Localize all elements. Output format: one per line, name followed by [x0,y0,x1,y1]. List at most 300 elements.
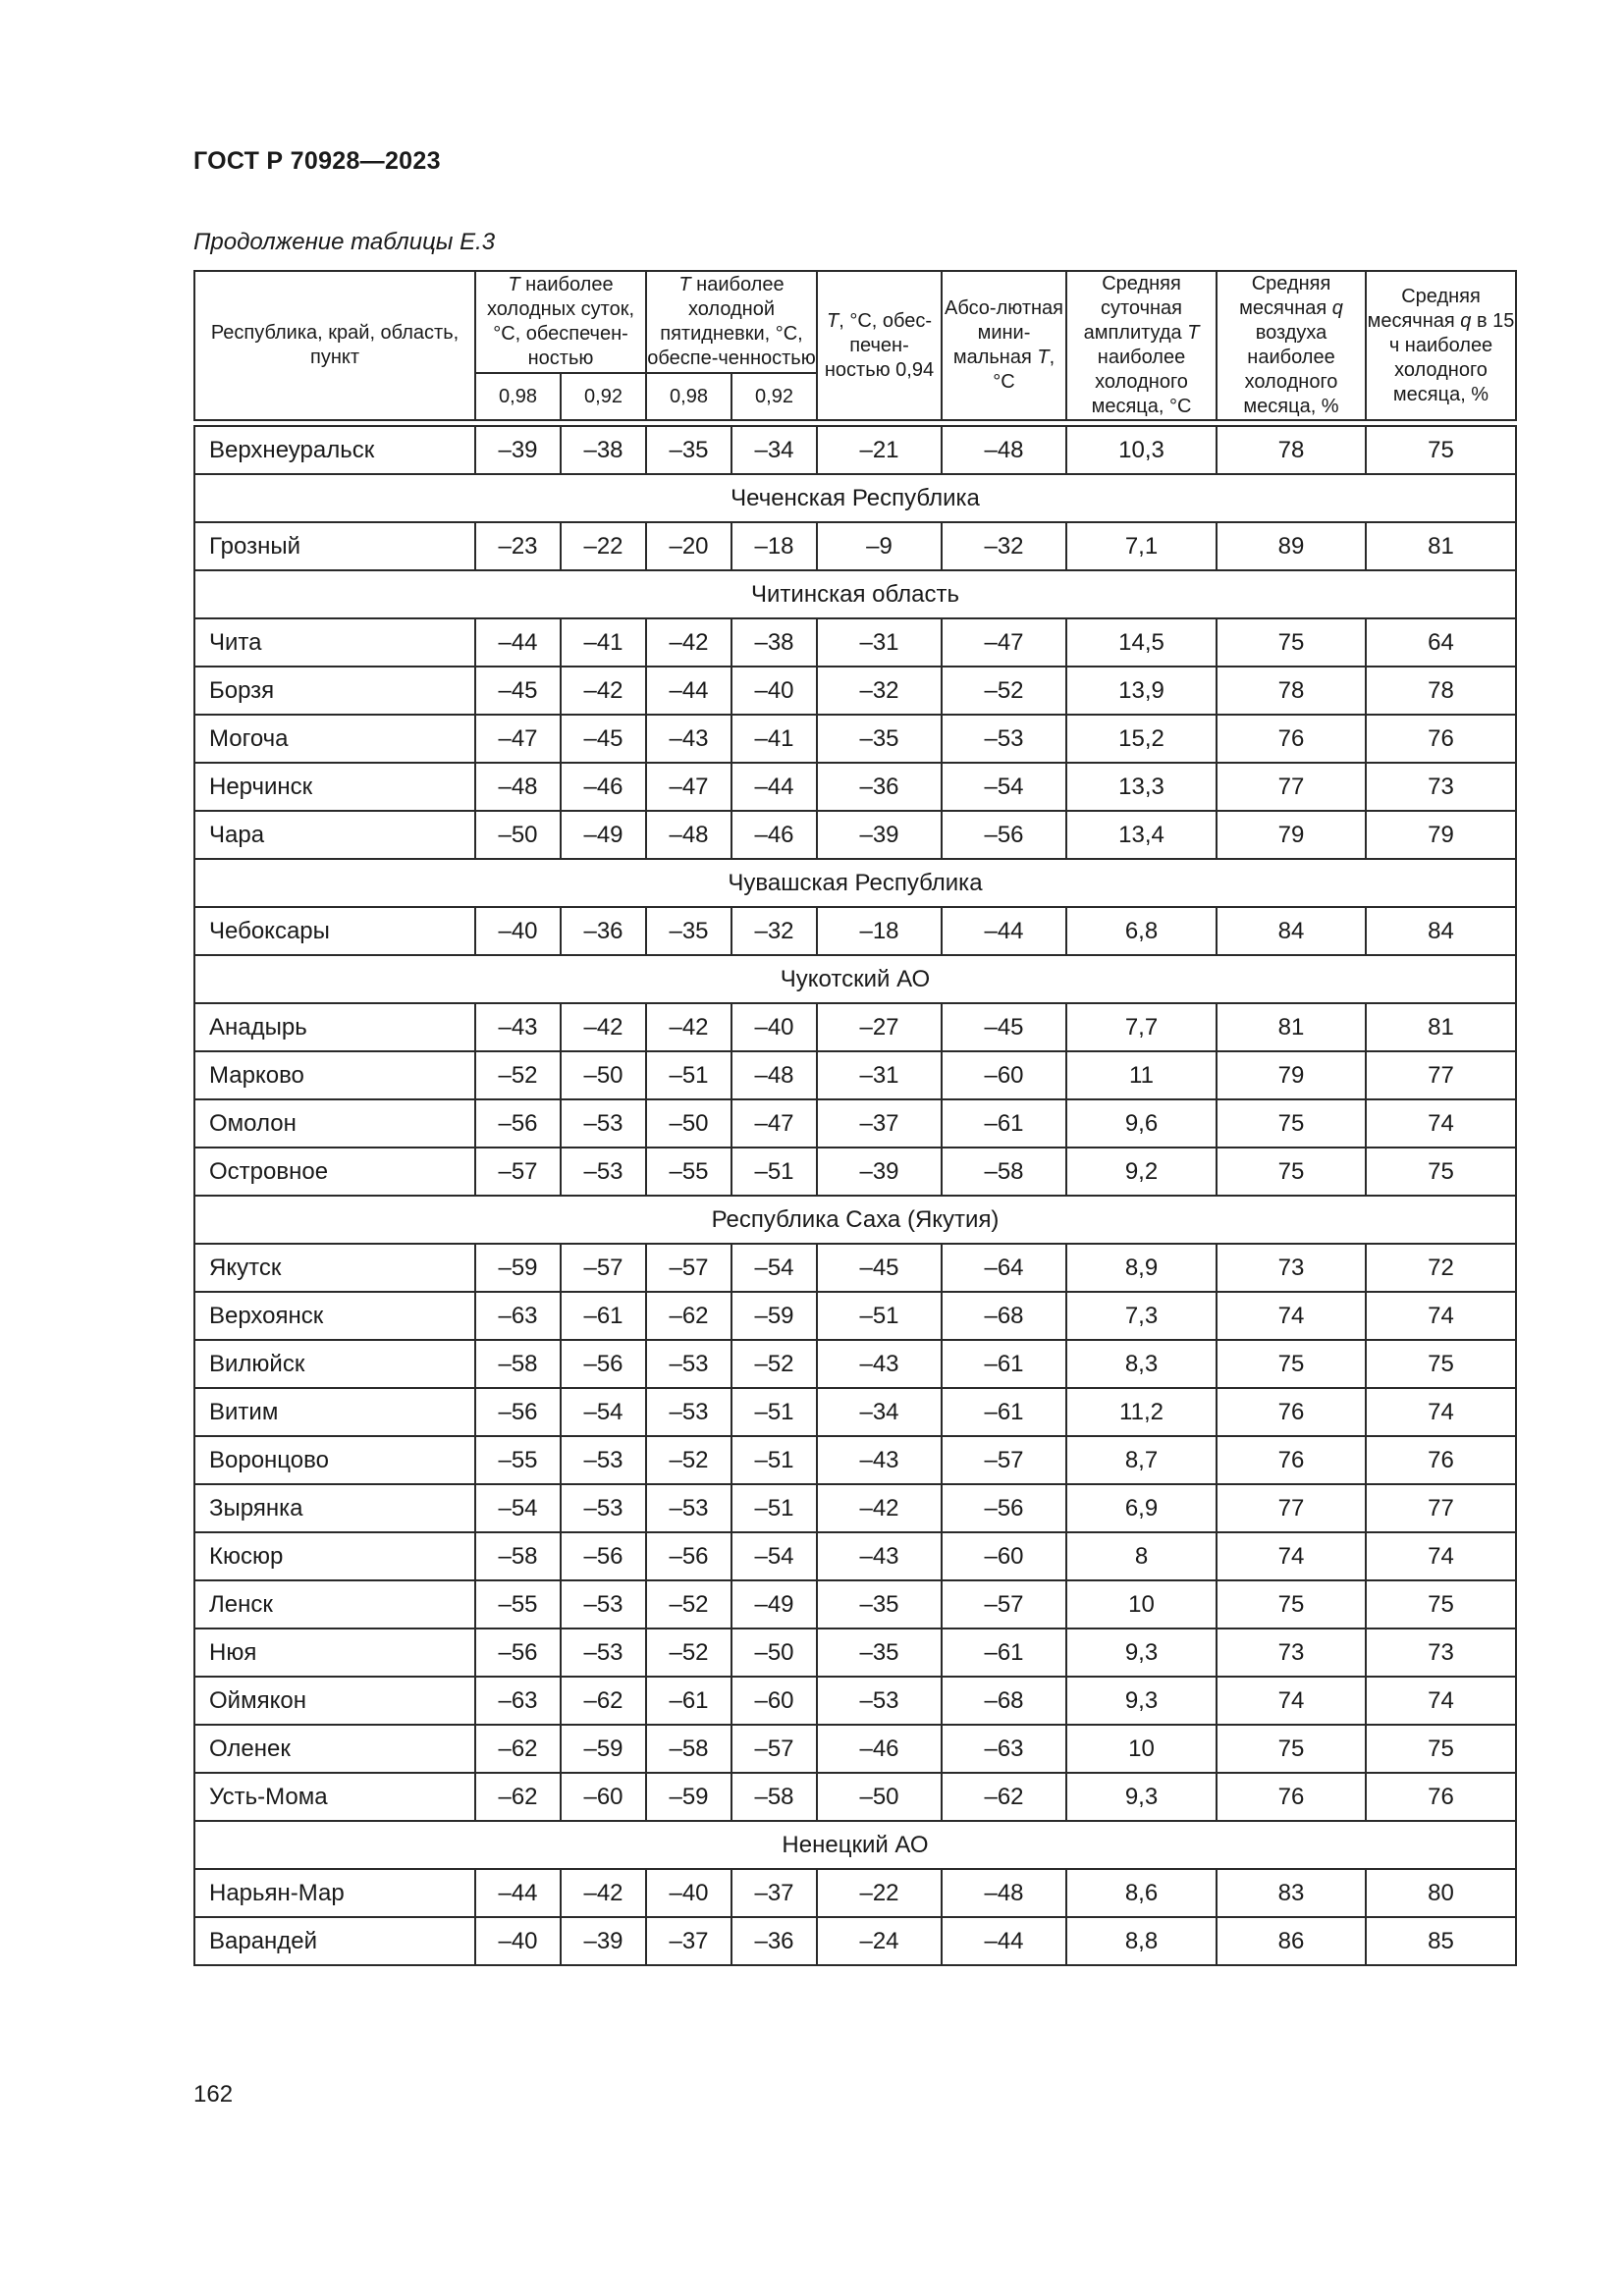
value-cell: 81 [1217,1003,1366,1051]
value-cell: 74 [1217,1677,1366,1725]
table-row [194,1629,1516,1677]
value-cell: 74 [1366,1292,1516,1340]
value-cell: –61 [942,1388,1066,1436]
value-cell: –32 [731,907,817,955]
document-code: ГОСТ Р 70928—2023 [193,147,441,175]
value-cell: –47 [731,1099,817,1148]
value-cell: –53 [646,1484,731,1532]
group-row [194,570,1516,618]
value-cell: –35 [646,426,731,474]
value-cell: –36 [561,907,646,955]
value-cell: 79 [1217,1051,1366,1099]
value-cell: –53 [561,1436,646,1484]
value-cell: –47 [942,618,1066,667]
value-cell: –46 [561,763,646,811]
value-cell: –45 [817,1244,942,1292]
value-cell: –61 [942,1340,1066,1388]
value-cell: 7,1 [1066,522,1217,570]
value-cell: –43 [475,1003,561,1051]
value-cell: 77 [1366,1051,1516,1099]
table-row [194,1051,1516,1099]
table-row [194,1340,1516,1388]
place-name: Витим [194,1388,475,1436]
value-cell: –58 [942,1148,1066,1196]
value-cell: 81 [1366,522,1516,570]
value-cell: –52 [646,1629,731,1677]
value-cell: 76 [1217,1388,1366,1436]
value-cell: –43 [817,1532,942,1580]
value-cell: 8,3 [1066,1340,1217,1388]
value-cell: –59 [561,1725,646,1773]
value-cell: 76 [1366,1773,1516,1821]
value-cell: 74 [1366,1099,1516,1148]
table-row [194,715,1516,763]
value-cell: –37 [817,1099,942,1148]
group-row [194,474,1516,522]
value-cell: 10 [1066,1725,1217,1773]
value-cell: 73 [1366,1629,1516,1677]
value-cell: –43 [817,1340,942,1388]
value-cell: –56 [561,1532,646,1580]
value-cell: –60 [731,1677,817,1725]
value-cell: –48 [731,1051,817,1099]
value-cell: 75 [1366,1148,1516,1196]
value-cell: –56 [646,1532,731,1580]
value-cell: –37 [646,1917,731,1965]
group-row [194,1196,1516,1244]
value-cell: –64 [942,1244,1066,1292]
value-cell: –52 [475,1051,561,1099]
subheader-five-092: 0,92 [731,373,817,420]
value-cell: –50 [646,1099,731,1148]
group-row [194,955,1516,1003]
table-row [194,1869,1516,1917]
value-cell: –36 [817,763,942,811]
value-cell: –61 [942,1629,1066,1677]
place-name: Нюя [194,1629,475,1677]
header-humidity-15h: Средняя месячная q в 15 ч наиболее холодного месяца, % [1366,271,1516,420]
value-cell: –59 [475,1244,561,1292]
value-cell: –31 [817,1051,942,1099]
value-cell: –53 [942,715,1066,763]
value-cell: 80 [1366,1869,1516,1917]
table-row [194,811,1516,859]
value-cell: 78 [1366,667,1516,715]
place-name: Оленек [194,1725,475,1773]
table-body [194,426,1516,1965]
value-cell: –34 [817,1388,942,1436]
header-coldest-days: T наиболее холодных суток, °С, обеспечен-ностью [475,271,646,373]
value-cell: 73 [1366,763,1516,811]
value-cell: –42 [561,1869,646,1917]
value-cell: 89 [1217,522,1366,570]
value-cell: –55 [475,1580,561,1629]
value-cell: –51 [646,1051,731,1099]
group-title: Чувашская Республика [194,859,1516,907]
value-cell: –56 [475,1629,561,1677]
value-cell: –46 [817,1725,942,1773]
table-caption: Продолжение таблицы Е.3 [193,229,496,255]
value-cell: –22 [817,1869,942,1917]
value-cell: 75 [1217,618,1366,667]
value-cell: –57 [646,1244,731,1292]
value-cell: –48 [942,426,1066,474]
value-cell: –44 [731,763,817,811]
place-name: Могоча [194,715,475,763]
table-row [194,1725,1516,1773]
value-cell: –52 [731,1340,817,1388]
value-cell: –37 [731,1869,817,1917]
table-row [194,1436,1516,1484]
value-cell: –44 [646,667,731,715]
value-cell: –54 [731,1244,817,1292]
place-name: Чебоксары [194,907,475,955]
value-cell: –40 [731,667,817,715]
value-cell: –53 [561,1099,646,1148]
value-cell: 8,8 [1066,1917,1217,1965]
value-cell: 83 [1217,1869,1366,1917]
value-cell: 84 [1217,907,1366,955]
place-name: Вилюйск [194,1340,475,1388]
place-name: Верхоянск [194,1292,475,1340]
climate-table [193,270,1517,1966]
table-row [194,1917,1516,1965]
value-cell: –42 [646,1003,731,1051]
value-cell: –50 [731,1629,817,1677]
value-cell: 72 [1366,1244,1516,1292]
value-cell: –48 [475,763,561,811]
value-cell: –58 [475,1340,561,1388]
value-cell: 13,9 [1066,667,1217,715]
value-cell: –18 [731,522,817,570]
place-name: Омолон [194,1099,475,1148]
table-row [194,1677,1516,1725]
table-row [194,1580,1516,1629]
value-cell: –52 [646,1436,731,1484]
value-cell: 7,7 [1066,1003,1217,1051]
value-cell: 75 [1217,1340,1366,1388]
value-cell: –62 [475,1725,561,1773]
value-cell: –43 [646,715,731,763]
value-cell: 6,9 [1066,1484,1217,1532]
value-cell: 79 [1366,811,1516,859]
value-cell: –40 [475,907,561,955]
value-cell: –61 [942,1099,1066,1148]
value-cell: –42 [561,667,646,715]
value-cell: –62 [561,1677,646,1725]
value-cell: –68 [942,1292,1066,1340]
value-cell: –58 [731,1773,817,1821]
place-name: Борзя [194,667,475,715]
value-cell: –32 [817,667,942,715]
place-name: Якутск [194,1244,475,1292]
value-cell: 76 [1217,1436,1366,1484]
table-row [194,1388,1516,1436]
value-cell: –63 [475,1677,561,1725]
value-cell: 73 [1217,1629,1366,1677]
value-cell: 78 [1217,667,1366,715]
value-cell: –57 [475,1148,561,1196]
table-row [194,1292,1516,1340]
table-row [194,522,1516,570]
header-t-094: T, °С, обес-печен-ностью 0,94 [817,271,942,420]
value-cell: 7,3 [1066,1292,1217,1340]
value-cell: –61 [561,1292,646,1340]
place-name: Анадырь [194,1003,475,1051]
value-cell: –68 [942,1677,1066,1725]
table-row [194,1484,1516,1532]
value-cell: 9,3 [1066,1773,1217,1821]
table-row [194,1099,1516,1148]
value-cell: 74 [1366,1677,1516,1725]
value-cell: 13,4 [1066,811,1217,859]
value-cell: –56 [561,1340,646,1388]
value-cell: –47 [646,763,731,811]
value-cell: –57 [561,1244,646,1292]
value-cell: –20 [646,522,731,570]
value-cell: 9,3 [1066,1629,1217,1677]
table-row [194,667,1516,715]
value-cell: –51 [731,1484,817,1532]
value-cell: 74 [1366,1388,1516,1436]
value-cell: –55 [475,1436,561,1484]
value-cell: –53 [646,1388,731,1436]
value-cell: 8,7 [1066,1436,1217,1484]
value-cell: –53 [561,1484,646,1532]
value-cell: 79 [1217,811,1366,859]
value-cell: –39 [475,426,561,474]
place-name: Воронцово [194,1436,475,1484]
value-cell: –49 [731,1580,817,1629]
value-cell: –60 [561,1773,646,1821]
value-cell: –21 [817,426,942,474]
value-cell: –52 [942,667,1066,715]
value-cell: –63 [475,1292,561,1340]
value-cell: 13,3 [1066,763,1217,811]
value-cell: –39 [817,811,942,859]
page-number: 162 [193,2081,234,2108]
value-cell: –44 [942,1917,1066,1965]
place-name: Марково [194,1051,475,1099]
table-row [194,1148,1516,1196]
value-cell: 11 [1066,1051,1217,1099]
group-title: Чеченская Республика [194,474,1516,522]
value-cell: 77 [1217,1484,1366,1532]
value-cell: –53 [646,1340,731,1388]
value-cell: 77 [1217,763,1366,811]
value-cell: –24 [817,1917,942,1965]
value-cell: 8 [1066,1532,1217,1580]
group-title: Читинская область [194,570,1516,618]
table-row [194,907,1516,955]
value-cell: –48 [942,1869,1066,1917]
value-cell: –40 [475,1917,561,1965]
value-cell: –42 [561,1003,646,1051]
subheader-days-098: 0,98 [475,373,561,420]
value-cell: –51 [731,1148,817,1196]
value-cell: –35 [646,907,731,955]
value-cell: 76 [1366,715,1516,763]
value-cell: –53 [817,1677,942,1725]
value-cell: –42 [646,618,731,667]
value-cell: –43 [817,1436,942,1484]
value-cell: –52 [646,1580,731,1629]
value-cell: –45 [942,1003,1066,1051]
value-cell: 81 [1366,1003,1516,1051]
value-cell: –40 [646,1869,731,1917]
value-cell: 10 [1066,1580,1217,1629]
value-cell: –31 [817,618,942,667]
table-header [194,271,1516,426]
value-cell: –51 [731,1388,817,1436]
value-cell: –62 [646,1292,731,1340]
value-cell: –44 [942,907,1066,955]
group-title: Ненецкий АО [194,1821,1516,1869]
value-cell: 75 [1366,426,1516,474]
header-place: Республика, край, область, пункт [194,271,475,420]
value-cell: –53 [561,1629,646,1677]
value-cell: 15,2 [1066,715,1217,763]
value-cell: –51 [731,1436,817,1484]
place-name: Ленск [194,1580,475,1629]
value-cell: –54 [942,763,1066,811]
value-cell: –35 [817,1629,942,1677]
value-cell: –57 [942,1580,1066,1629]
subheader-five-098: 0,98 [646,373,731,420]
value-cell: –38 [561,426,646,474]
value-cell: –39 [561,1917,646,1965]
value-cell: –54 [561,1388,646,1436]
value-cell: 75 [1366,1580,1516,1629]
value-cell: –62 [475,1773,561,1821]
value-cell: 76 [1366,1436,1516,1484]
value-cell: –34 [731,426,817,474]
value-cell: –56 [475,1388,561,1436]
place-name: Чара [194,811,475,859]
value-cell: –57 [731,1725,817,1773]
header-monthly-humidity: Средняя месячная q воздуха наиболее холодного месяца, % [1217,271,1366,420]
value-cell: –40 [731,1003,817,1051]
value-cell: –60 [942,1532,1066,1580]
value-cell: –18 [817,907,942,955]
table-row [194,1532,1516,1580]
value-cell: 9,3 [1066,1677,1217,1725]
value-cell: –58 [475,1532,561,1580]
value-cell: 10,3 [1066,426,1217,474]
table-row [194,1003,1516,1051]
value-cell: –56 [475,1099,561,1148]
value-cell: –60 [942,1051,1066,1099]
value-cell: 75 [1366,1340,1516,1388]
value-cell: –44 [475,618,561,667]
value-cell: –32 [942,522,1066,570]
value-cell: 8,9 [1066,1244,1217,1292]
value-cell: –41 [731,715,817,763]
value-cell: –27 [817,1003,942,1051]
place-name: Чита [194,618,475,667]
place-name: Оймякон [194,1677,475,1725]
value-cell: 75 [1217,1725,1366,1773]
value-cell: 75 [1217,1099,1366,1148]
value-cell: –61 [646,1677,731,1725]
value-cell: –57 [942,1436,1066,1484]
value-cell: –9 [817,522,942,570]
place-name: Нерчинск [194,763,475,811]
value-cell: 64 [1366,618,1516,667]
value-cell: 76 [1217,715,1366,763]
value-cell: –45 [475,667,561,715]
place-name: Островное [194,1148,475,1196]
value-cell: –50 [817,1773,942,1821]
value-cell: –54 [731,1532,817,1580]
value-cell: –56 [942,1484,1066,1532]
value-cell: 11,2 [1066,1388,1217,1436]
value-cell: 74 [1217,1532,1366,1580]
value-cell: 85 [1366,1917,1516,1965]
value-cell: 73 [1217,1244,1366,1292]
value-cell: –55 [646,1148,731,1196]
place-name: Зырянка [194,1484,475,1532]
value-cell: 6,8 [1066,907,1217,955]
value-cell: –23 [475,522,561,570]
value-cell: –36 [731,1917,817,1965]
value-cell: –45 [561,715,646,763]
value-cell: 75 [1217,1148,1366,1196]
group-row [194,1821,1516,1869]
header-coldest-five-days: T наиболее холодной пятидневки, °С, обеспе-ченностью [646,271,817,373]
value-cell: –63 [942,1725,1066,1773]
value-cell: 14,5 [1066,618,1217,667]
value-cell: 86 [1217,1917,1366,1965]
value-cell: –42 [817,1484,942,1532]
value-cell: –48 [646,811,731,859]
place-name: Варандей [194,1917,475,1965]
value-cell: 75 [1366,1725,1516,1773]
value-cell: 9,2 [1066,1148,1217,1196]
value-cell: –58 [646,1725,731,1773]
value-cell: 75 [1217,1580,1366,1629]
value-cell: –56 [942,811,1066,859]
value-cell: –51 [817,1292,942,1340]
value-cell: –46 [731,811,817,859]
value-cell: 74 [1217,1292,1366,1340]
value-cell: –49 [561,811,646,859]
place-name: Усть-Мома [194,1773,475,1821]
value-cell: –53 [561,1148,646,1196]
group-title: Республика Саха (Якутия) [194,1196,1516,1244]
group-row [194,859,1516,907]
value-cell: –59 [731,1292,817,1340]
value-cell: –54 [475,1484,561,1532]
table-row [194,1244,1516,1292]
value-cell: –41 [561,618,646,667]
value-cell: 78 [1217,426,1366,474]
value-cell: 76 [1217,1773,1366,1821]
value-cell: –39 [817,1148,942,1196]
table-row [194,763,1516,811]
header-daily-amplitude: Средняя суточная амплитуда T наиболее холодного месяца, °С [1066,271,1217,420]
value-cell: –35 [817,715,942,763]
value-cell: –35 [817,1580,942,1629]
value-cell: 77 [1366,1484,1516,1532]
value-cell: 9,6 [1066,1099,1217,1148]
value-cell: 84 [1366,907,1516,955]
place-name: Кюсюр [194,1532,475,1580]
value-cell: –47 [475,715,561,763]
value-cell: 8,6 [1066,1869,1217,1917]
value-cell: –50 [561,1051,646,1099]
subheader-days-092: 0,92 [561,373,646,420]
